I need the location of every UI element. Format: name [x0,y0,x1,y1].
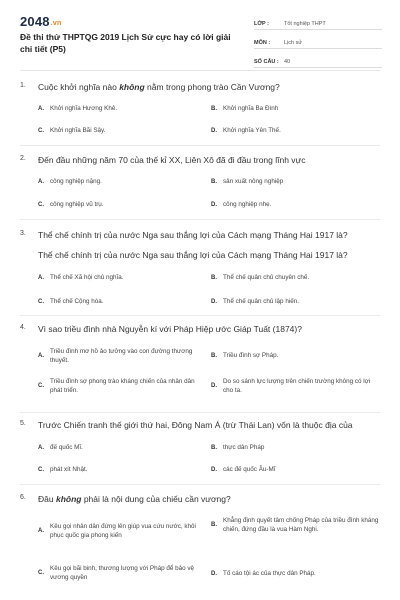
option-letter: B. [211,178,217,185]
question-6 [20,493,382,505]
option-letter: C. [38,570,44,576]
option-a[interactable] [38,104,208,113]
meta-label-count: SỐ CÂU : [254,59,279,65]
option-b[interactable] [211,273,381,282]
option-letter: A. [38,528,44,534]
option-c[interactable] [38,377,208,395]
option-c[interactable] [38,297,208,306]
option-letter: D. [211,383,217,389]
option-letter: A. [38,178,44,185]
option-c[interactable] [38,564,208,582]
question-text-emphasis: không [119,82,145,92]
option-text: sản xuất nông nghiệp [223,178,284,185]
option-text: Triều đình sợ phong trào kháng chiến của nhân dân phát triển. [50,378,195,394]
option-letter: B. [211,444,217,451]
option-letter: A. [38,274,44,281]
option-a[interactable] [38,443,208,452]
question-number: 4. [20,324,26,331]
meta-value-class: Tốt nghiệp THPT [284,21,326,27]
option-text: thực dân Pháp [223,444,265,451]
option-letter: A. [38,105,44,112]
question-3-repeat [20,249,382,261]
option-d[interactable] [211,200,381,209]
option-b[interactable] [211,443,381,452]
meta-value-count: 40 [284,59,291,65]
option-c[interactable] [38,200,208,209]
option-a[interactable] [38,177,208,186]
option-letter: D. [211,298,217,305]
option-text: Triều đình mơ hồ ảo tưởng vào con đường thương thuyết. [50,348,193,364]
meta-label-subject: MÔN : [254,40,271,46]
option-letter: B. [211,274,217,281]
option-letter: C. [38,383,44,389]
option-text: Khởi nghĩa Hương Khê. [50,105,118,112]
meta-value-subject: Lịch sử [284,40,303,46]
option-a[interactable] [38,347,208,365]
option-a[interactable] [38,522,208,540]
question-4 [20,323,382,335]
option-letter: A. [38,444,44,451]
question-text [38,81,280,93]
option-text: công nghiệp vũ trụ. [50,201,104,208]
question-3 [20,229,382,241]
question-text: Thể chế chính trị của nước Nga sau thắng lợi của Cách mạng Tháng Hai 1917 là? [38,230,348,240]
question-5 [20,419,382,431]
question-separator [20,484,380,485]
option-text: Khởi nghĩa Yên Thế. [223,127,281,134]
question-number-spacer [20,249,38,250]
question-number: 6. [20,494,26,501]
exam-title: Đề thi thử THPTQG 2019 Lịch Sử cực hay có lời giải chi tiết (P5) [20,32,231,54]
site-logo[interactable] [20,14,61,29]
option-d[interactable] [211,297,381,306]
option-letter: C. [38,298,44,305]
option-text: Do so sánh lực lượng trên chiến trường không có lợi cho ta. [223,378,371,394]
option-letter: B. [211,352,217,359]
question-text-post: nằm trong phong trào Cần Vương? [144,82,280,92]
question-text-pre: Đâu [38,494,56,504]
meta-row-count [254,52,382,68]
question-text-emphasis: không [55,494,82,504]
option-letter: D. [211,127,217,134]
option-d[interactable] [211,377,381,395]
option-text: Khởi nghĩa Ba Đình [223,105,279,112]
meta-row-subject [254,33,382,49]
question-separator [20,315,380,316]
header-divider [20,70,380,71]
option-text: công nghiệp nhẹ. [223,201,272,208]
option-letter: D. [211,201,217,208]
question-text: Vì sao triều đình nhà Nguyễn kí với Pháp Hiệp ước Giáp Tuất (1874)? [38,324,302,334]
option-text: công nghiệp nặng. [50,178,102,185]
option-text: phát xít Nhật. [50,466,88,473]
question-text: Trước Chiến tranh thế giới thứ hai, Đông Nam Á (trừ Thái Lan) vốn là thuộc địa của [38,420,353,430]
option-text: Tố cáo tội ác của thực dân Pháp. [223,570,316,577]
option-letter: D. [211,570,217,577]
option-text: Thể chế Cộng hòa. [50,298,104,305]
option-letter: B. [211,105,217,112]
question-number: 3. [20,230,26,237]
question-number: 2. [20,155,26,162]
logo-main: 2048 [20,14,50,29]
question-separator [20,145,380,146]
question-text-repeat: Thể chế chính trị của nước Nga sau thắng lợi của Cách mạng Tháng Hai 1917 là? [38,250,348,260]
question-text-pre: Cuộc khởi nghĩa nào [38,82,120,92]
option-text: đế quốc Mĩ. [50,444,83,451]
option-b[interactable] [211,177,381,186]
option-text: Thể chế quân chủ chuyên chế. [223,274,310,281]
meta-row-class [254,14,382,30]
option-text: Kêu gọi bãi binh, thương lượng với Pháp để bảo vệ vương quyền [50,565,195,581]
option-text: Khẳng định quyết tâm chống Pháp của triều đình kháng chiến, đứng đầu là vua Hàm Nghi. [223,517,379,533]
option-b[interactable] [211,104,381,113]
option-d[interactable] [211,465,381,474]
question-number: 1. [20,82,26,89]
question-number: 5. [20,420,26,427]
option-d[interactable] [211,126,381,135]
option-text: Khởi nghĩa Bãi Sậy. [50,127,106,134]
option-b[interactable] [211,516,381,534]
option-text: Triều đình sợ Pháp. [223,352,279,359]
option-a[interactable] [38,273,208,282]
option-letter: C. [38,466,44,473]
option-c[interactable] [38,465,208,474]
option-text: Thể chế Xã hội chủ nghĩa. [50,274,124,281]
question-text-post: phải là nội dung của chiếu cần vương? [81,494,231,504]
option-b[interactable] [211,351,381,360]
option-text: Thể chế quân chủ lập hiến. [223,298,299,305]
question-1 [20,81,382,93]
option-letter: D. [211,466,217,473]
question-separator [20,412,380,413]
option-text: các đế quốc Âu-Mĩ [223,466,276,473]
option-c[interactable] [38,126,208,135]
logo-sub: .vn [50,20,62,27]
question-2 [20,154,382,166]
option-text: Kêu gọi nhân dân đứng lên giúp vua cứu nước, khôi phục quốc gia phong kiến [50,523,196,539]
option-d[interactable] [211,569,381,578]
option-letter: C. [38,201,44,208]
question-text: Đến đầu những năm 70 của thế kỉ XX, Liên Xô đã đi đầu trong lĩnh vực [38,155,306,165]
exam-meta [254,14,382,71]
question-separator [20,219,380,220]
meta-label-class: LỚP : [254,21,269,27]
option-letter: A. [38,353,44,359]
option-letter: B. [211,522,217,528]
option-letter: C. [38,127,44,134]
question-text [38,493,231,505]
